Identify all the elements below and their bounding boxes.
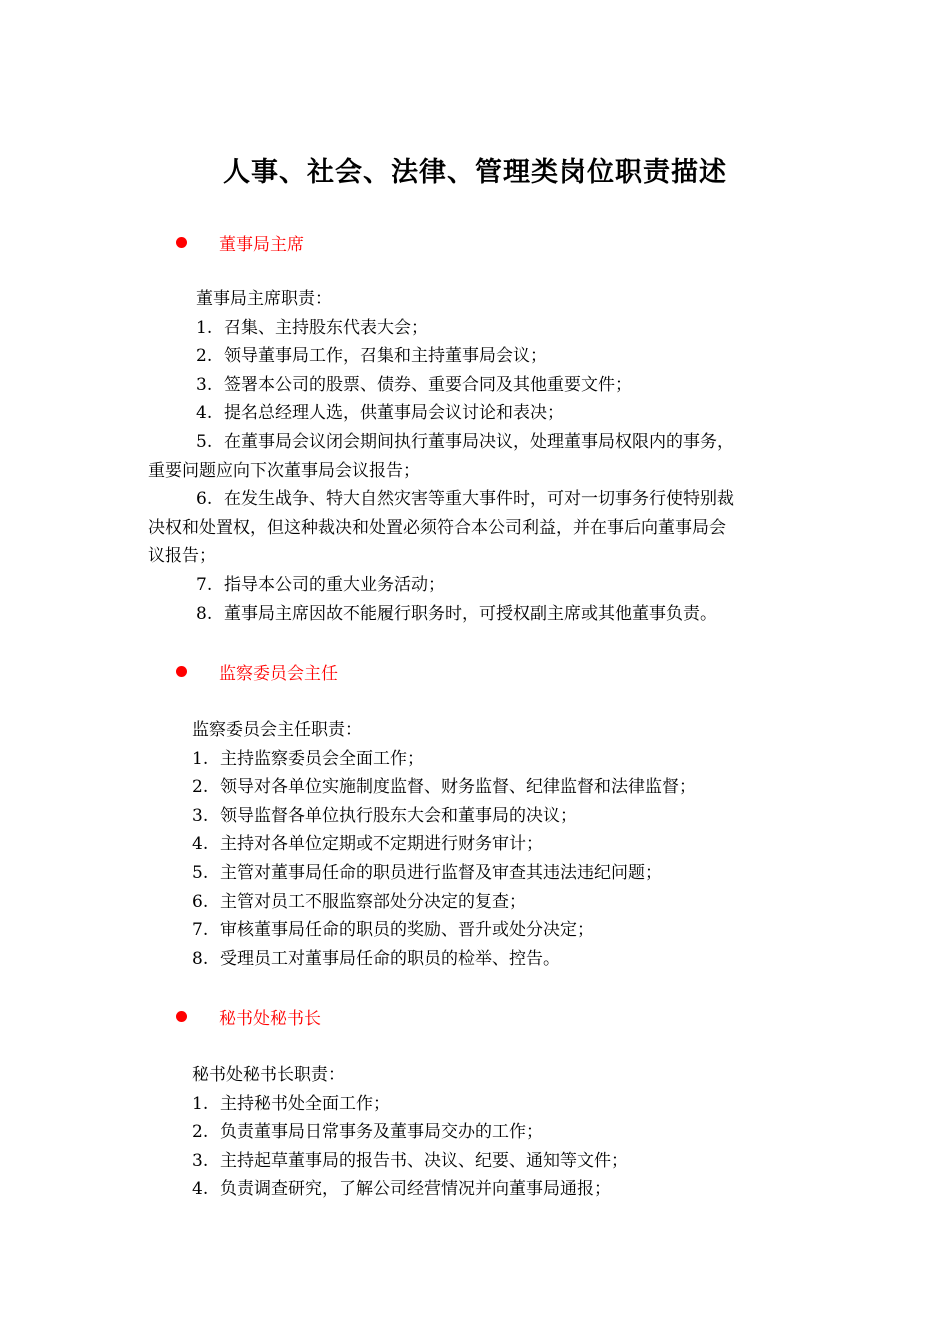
section-intro: 监察委员会主任职责： bbox=[192, 720, 362, 740]
list-item: 3. 签署本公司的股票、债券、重要合同及其他重要文件； bbox=[196, 374, 632, 395]
section-body-chairman bbox=[148, 285, 808, 628]
list-item: 2. 领导对各单位实施制度监督、财务监督、纪律监督和法律监督； bbox=[192, 777, 696, 798]
list-item-continuation: 议报告； bbox=[148, 546, 216, 567]
list-item: 2. 领导董事局工作，召集和主持董事局会议； bbox=[196, 346, 547, 367]
list-item: 5. 主管对董事局任命的职员进行监督及审查其违法违纪问题； bbox=[192, 862, 662, 883]
red-bullet-icon bbox=[176, 666, 187, 677]
list-item: 6. 在发生战争、特大自然灾害等重大事件时，可对一切事务行使特别裁 bbox=[196, 489, 734, 510]
section-heading-secretariat bbox=[176, 1004, 321, 1028]
list-item: 6. 主管对员工不服监察部处分决定的复查； bbox=[192, 891, 526, 912]
section-body-supervisory bbox=[148, 716, 808, 973]
list-item: 3. 主持起草董事局的报告书、决议、纪要、通知等文件； bbox=[192, 1150, 628, 1171]
red-bullet-icon bbox=[176, 237, 187, 248]
list-item: 4. 负责调查研究，了解公司经营情况并向董事局通报； bbox=[192, 1179, 611, 1200]
list-item: 8. 受理员工对董事局任命的职员的检举、控告。 bbox=[192, 948, 560, 969]
section-intro: 秘书处秘书长职责： bbox=[192, 1065, 345, 1085]
list-item: 8. 董事局主席因故不能履行职务时，可授权副主席或其他董事负责。 bbox=[196, 603, 717, 624]
list-item: 1. 召集、主持股东代表大会； bbox=[196, 317, 428, 338]
list-item: 4. 提名总经理人选，供董事局会议讨论和表决； bbox=[196, 403, 564, 424]
section-intro: 董事局主席职责： bbox=[196, 289, 332, 309]
list-item: 7. 审核董事局任命的职员的奖励、晋升或处分决定； bbox=[192, 920, 594, 941]
page-title: 人事、社会、法律、管理类岗位职责描述 bbox=[223, 157, 727, 188]
section-heading-label: 董事局主席 bbox=[219, 234, 304, 255]
list-item: 5. 在董事局会议闭会期间执行董事局决议，处理董事局权限内的事务， bbox=[196, 431, 734, 452]
list-item: 7. 指导本公司的重大业务活动； bbox=[196, 574, 445, 595]
section-heading-label: 监察委员会主任 bbox=[219, 663, 338, 684]
section-body-secretariat bbox=[148, 1061, 808, 1204]
list-item-continuation: 决权和处置权，但这种裁决和处置必须符合本公司利益，并在事后向董事局会 bbox=[148, 517, 726, 538]
list-item-continuation: 重要问题应向下次董事局会议报告； bbox=[148, 460, 420, 481]
list-item: 2. 负责董事局日常事务及董事局交办的工作； bbox=[192, 1122, 543, 1143]
list-item: 1. 主持秘书处全面工作； bbox=[192, 1093, 390, 1114]
section-heading-label: 秘书处秘书长 bbox=[219, 1008, 321, 1029]
section-heading-chairman bbox=[176, 230, 304, 254]
section-heading-supervisory bbox=[176, 659, 338, 683]
red-bullet-icon bbox=[176, 1011, 187, 1022]
list-item: 1. 主持监察委员会全面工作； bbox=[192, 748, 424, 769]
list-item: 3. 领导监督各单位执行股东大会和董事局的决议； bbox=[192, 805, 577, 826]
list-item: 4. 主持对各单位定期或不定期进行财务审计； bbox=[192, 834, 543, 855]
